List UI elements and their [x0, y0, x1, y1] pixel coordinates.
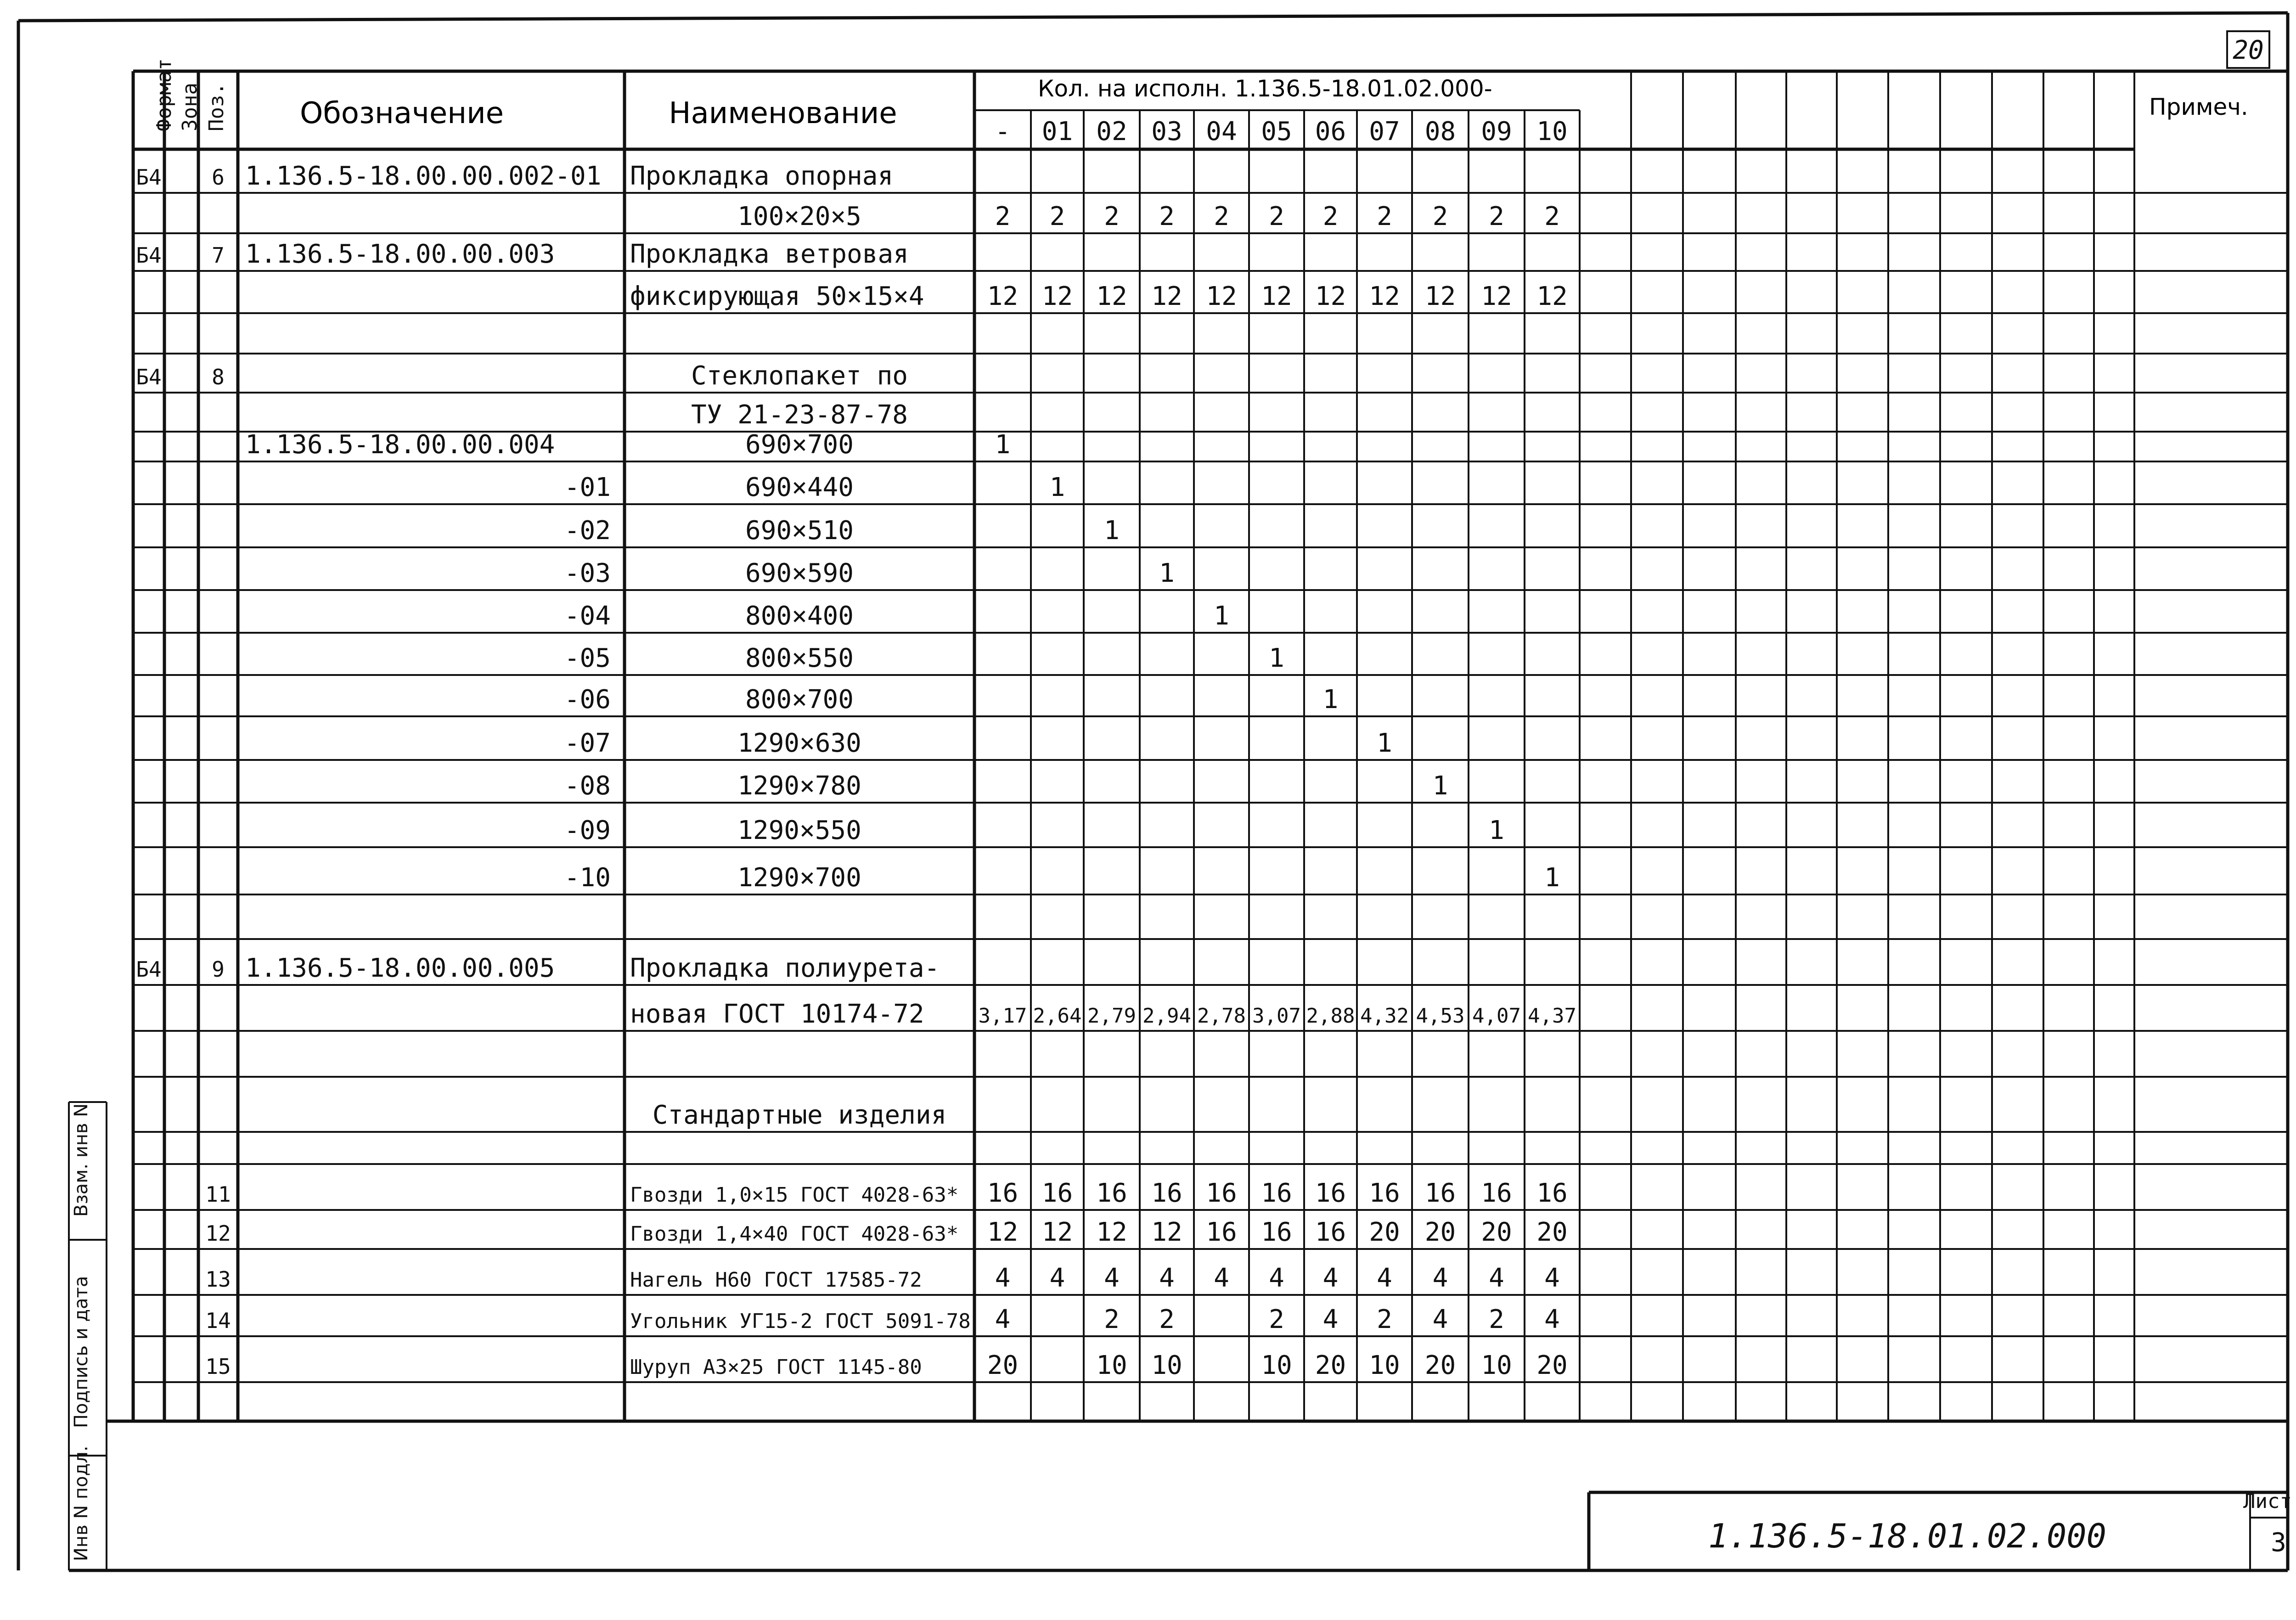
cell-name: 800×550	[745, 643, 854, 673]
cell-qty-1: 12	[1041, 281, 1073, 311]
cell-qty-4: 16	[1206, 1178, 1237, 1208]
cell-qty-9: 2	[1489, 202, 1504, 231]
cell-qty-8: 2	[1432, 202, 1448, 231]
page-number: 20	[2233, 35, 2264, 65]
sheet-number: 3	[2271, 1528, 2286, 1558]
cell-qty-7: 1	[1377, 728, 1392, 758]
table-row	[630, 999, 1576, 1029]
cell-name: 690×590	[745, 558, 854, 588]
cell-format: Б4	[136, 243, 162, 268]
cell-qty-3: 4	[1159, 1263, 1175, 1293]
cell-qty-0: 16	[987, 1178, 1019, 1208]
cell-designation: -07	[564, 728, 611, 758]
cell-qty-2: 12	[1096, 1217, 1127, 1247]
table-row	[205, 1350, 1567, 1380]
cell-designation: -02	[564, 516, 611, 546]
col-note-header: Примеч.	[2149, 94, 2248, 120]
cell-name: 100×20×5	[737, 202, 861, 231]
cell-qty-1: 1	[1049, 472, 1065, 502]
cell-name: 1290×700	[737, 863, 861, 893]
cell-qty-5: 12	[1261, 281, 1292, 311]
table-row	[564, 643, 1284, 673]
cell-format: Б4	[136, 957, 162, 982]
table-row	[653, 1100, 947, 1130]
cell-qty-2: 2	[1104, 202, 1120, 231]
cell-qty-3: 2	[1159, 202, 1175, 231]
cell-qty-6: 12	[1315, 281, 1346, 311]
cell-designation: -05	[564, 643, 611, 673]
cell-qty-5: 1	[1269, 643, 1284, 673]
col-pos-header: Поз.	[205, 83, 228, 131]
cell-qty-4: 1	[1214, 601, 1229, 631]
cell-qty-4: 4	[1214, 1263, 1229, 1293]
cell-qty-9: 12	[1481, 281, 1512, 311]
cell-qty-10: 1	[1544, 863, 1560, 893]
variant-headers	[995, 117, 1568, 146]
cell-pos: 11	[205, 1182, 231, 1207]
cell-qty-3: 12	[1151, 1217, 1182, 1247]
cell-qty-10: 20	[1536, 1350, 1568, 1380]
cell-name: 1290×550	[737, 816, 861, 845]
side-label-sign-date: Подпись и дата	[71, 1276, 92, 1428]
variant-header-base: -	[995, 117, 1011, 146]
cell-qty-8: 20	[1424, 1350, 1456, 1380]
cell-qty-10: 16	[1536, 1178, 1568, 1208]
cell-name: 800×700	[745, 685, 854, 714]
cell-qty-7: 4,32	[1360, 1004, 1409, 1028]
cell-qty-6: 1	[1322, 685, 1339, 714]
cell-qty-7: 4	[1377, 1263, 1392, 1293]
cell-designation: 1.136.5-18.00.00.005	[245, 953, 555, 983]
cell-qty-7: 20	[1369, 1217, 1400, 1247]
cell-qty-10: 2	[1544, 202, 1560, 231]
cell-qty-5: 2	[1269, 202, 1284, 231]
variant-header-03: 03	[1151, 117, 1182, 146]
table-row	[136, 953, 940, 983]
cell-qty-8: 1	[1432, 771, 1448, 801]
cell-qty-7: 12	[1369, 281, 1400, 311]
cell-qty-4: 2,78	[1197, 1004, 1246, 1028]
cell-pos: 6	[212, 165, 225, 190]
cell-qty-10: 4,37	[1528, 1004, 1576, 1028]
document-code: 1.136.5-18.01.02.000	[1708, 1517, 2106, 1555]
qty-title: Кол. на исполн. 1.136.5-18.01.02.000-	[1038, 75, 1492, 102]
table-row	[564, 685, 1339, 714]
cell-qty-8: 4,53	[1416, 1004, 1465, 1028]
cell-name: фиксирующая 50×15×4	[630, 281, 924, 311]
table-body	[136, 161, 1576, 1380]
variant-header-06: 06	[1315, 117, 1346, 146]
cell-format: Б4	[136, 165, 162, 190]
table-row	[564, 472, 1065, 502]
side-label-replace-inv: Взам. инв N	[71, 1103, 92, 1217]
variant-header-09: 09	[1481, 117, 1512, 146]
cell-qty-4: 12	[1206, 281, 1237, 311]
variant-header-07: 07	[1369, 117, 1400, 146]
cell-qty-5: 16	[1261, 1217, 1292, 1247]
cell-qty-0: 4	[995, 1263, 1011, 1293]
table-row	[630, 281, 1568, 311]
cell-qty-9: 2	[1489, 1305, 1504, 1334]
cell-qty-9: 20	[1481, 1217, 1512, 1247]
cell-qty-10: 4	[1544, 1305, 1560, 1334]
cell-qty-1: 2,64	[1033, 1004, 1082, 1028]
cell-qty-3: 2	[1159, 1305, 1175, 1334]
cell-designation: -04	[564, 601, 611, 631]
cell-qty-8: 20	[1424, 1217, 1456, 1247]
table-row	[205, 1217, 1567, 1247]
variant-header-10: 10	[1536, 117, 1568, 146]
cell-qty-6: 2	[1322, 202, 1339, 231]
cell-pos: 8	[212, 365, 225, 389]
table-row	[564, 516, 1120, 546]
table-row	[564, 771, 1448, 801]
cell-qty-5: 16	[1261, 1178, 1292, 1208]
cell-name: Угольник УГ15-2 ГОСТ 5091-78	[630, 1310, 971, 1333]
cell-name: ТУ 21-23-87-78	[691, 400, 908, 430]
table-row	[737, 202, 1560, 231]
cell-qty-2: 10	[1096, 1350, 1127, 1380]
table-row	[564, 728, 1392, 758]
cell-qty-2: 2,79	[1087, 1004, 1136, 1028]
cell-qty-5: 3,07	[1252, 1004, 1301, 1028]
cell-qty-1: 12	[1041, 1217, 1073, 1247]
cell-qty-6: 20	[1315, 1350, 1346, 1380]
variant-header-05: 05	[1261, 117, 1292, 146]
cell-qty-3: 2,94	[1142, 1004, 1191, 1028]
col-name-header: Наименование	[669, 96, 897, 130]
cell-name: Нагель Н60 ГОСТ 17585-72	[630, 1268, 922, 1292]
col-format-header: Формат	[152, 58, 176, 131]
sheet-label: Лист	[2243, 1490, 2292, 1513]
col-designation-header: Обозначение	[299, 96, 504, 130]
cell-name: 800×400	[745, 601, 854, 631]
cell-pos: 13	[205, 1267, 231, 1292]
cell-name: Прокладка полиурета-	[630, 953, 940, 983]
table-row	[136, 239, 909, 269]
cell-name: 690×440	[745, 472, 854, 502]
cell-qty-1: 16	[1041, 1178, 1073, 1208]
cell-qty-8: 4	[1432, 1305, 1448, 1334]
cell-qty-3: 12	[1151, 281, 1182, 311]
cell-qty-10: 4	[1544, 1263, 1560, 1293]
side-label-inv-orig: Инв N подл.	[71, 1446, 92, 1561]
cell-name: Стандартные изделия	[652, 1100, 947, 1130]
table-row	[564, 816, 1504, 845]
table-row	[564, 601, 1229, 631]
cell-pos: 14	[205, 1308, 231, 1333]
cell-qty-7: 2	[1377, 1305, 1392, 1334]
cell-name: Стеклопакет по	[691, 361, 908, 391]
table-row	[245, 430, 1010, 460]
cell-qty-9: 10	[1481, 1350, 1512, 1380]
cell-qty-0: 20	[987, 1350, 1019, 1380]
cell-name: 1290×780	[737, 771, 861, 801]
cell-designation: 1.136.5-18.00.00.004	[245, 430, 555, 460]
cell-qty-7: 2	[1377, 202, 1392, 231]
col-zone-header: Зона	[178, 83, 202, 131]
cell-qty-7: 16	[1369, 1178, 1400, 1208]
cell-qty-1: 4	[1049, 1263, 1065, 1293]
variant-header-08: 08	[1424, 117, 1456, 146]
cell-qty-2: 12	[1096, 281, 1127, 311]
cell-qty-2: 2	[1104, 1305, 1120, 1334]
cell-pos: 7	[212, 243, 225, 268]
cell-qty-3: 1	[1159, 558, 1175, 588]
cell-qty-2: 1	[1104, 516, 1120, 546]
cell-qty-2: 16	[1096, 1178, 1127, 1208]
cell-name: Гвозди 1,0×15 ГОСТ 4028-63*	[630, 1183, 959, 1207]
cell-qty-6: 16	[1315, 1178, 1346, 1208]
cell-name: 690×700	[745, 430, 854, 460]
variant-header-02: 02	[1096, 117, 1127, 146]
cell-qty-0: 2	[995, 202, 1011, 231]
cell-qty-9: 4,07	[1472, 1004, 1521, 1028]
table-row	[564, 863, 1560, 893]
cell-qty-9: 16	[1481, 1178, 1512, 1208]
cell-name: 690×510	[745, 516, 854, 546]
cell-qty-7: 10	[1369, 1350, 1400, 1380]
cell-qty-3: 10	[1151, 1350, 1182, 1380]
cell-name: новая ГОСТ 10174-72	[630, 999, 924, 1029]
cell-qty-6: 2,88	[1306, 1004, 1355, 1028]
cell-name: Прокладка ветровая	[630, 239, 909, 269]
cell-designation: -10	[564, 863, 611, 893]
cell-qty-0: 12	[987, 281, 1019, 311]
cell-designation: -09	[564, 816, 611, 845]
cell-name: 1290×630	[737, 728, 861, 758]
cell-format: Б4	[136, 365, 162, 389]
cell-pos: 9	[212, 957, 225, 982]
cell-qty-3: 16	[1151, 1178, 1182, 1208]
table-row	[136, 361, 908, 391]
cell-qty-5: 10	[1261, 1350, 1292, 1380]
table-row	[691, 400, 908, 430]
cell-qty-4: 16	[1206, 1217, 1237, 1247]
cell-qty-6: 16	[1315, 1217, 1346, 1247]
cell-qty-8: 16	[1424, 1178, 1456, 1208]
cell-qty-9: 4	[1489, 1263, 1504, 1293]
cell-pos: 15	[205, 1354, 231, 1379]
cell-qty-0: 3,17	[978, 1004, 1027, 1028]
cell-qty-9: 1	[1489, 816, 1504, 845]
cell-qty-2: 4	[1104, 1263, 1120, 1293]
cell-qty-10: 12	[1536, 281, 1568, 311]
cell-designation: -03	[564, 558, 611, 588]
cell-pos: 12	[205, 1221, 231, 1246]
cell-qty-0: 12	[987, 1217, 1019, 1247]
cell-designation: -06	[564, 685, 611, 714]
cell-qty-0: 4	[995, 1305, 1011, 1334]
table-row	[136, 161, 893, 191]
cell-designation: 1.136.5-18.00.00.002-01	[245, 161, 602, 191]
cell-qty-10: 20	[1536, 1217, 1568, 1247]
cell-name: Прокладка опорная	[630, 161, 894, 191]
cell-designation: -01	[564, 472, 611, 502]
variant-header-01: 01	[1041, 117, 1073, 146]
cell-qty-8: 4	[1432, 1263, 1448, 1293]
cell-qty-1: 2	[1049, 202, 1065, 231]
cell-qty-5: 4	[1269, 1263, 1284, 1293]
cell-name: Гвозди 1,4×40 ГОСТ 4028-63*	[630, 1222, 959, 1246]
cell-qty-5: 2	[1269, 1305, 1284, 1334]
table-row	[205, 1178, 1567, 1208]
cell-qty-0: 1	[995, 430, 1011, 460]
cell-name: Шуруп А3×25 ГОСТ 1145-80	[630, 1356, 922, 1379]
cell-designation: -08	[564, 771, 611, 801]
cell-qty-8: 12	[1424, 281, 1456, 311]
variant-header-04: 04	[1206, 117, 1237, 146]
cell-qty-6: 4	[1322, 1305, 1339, 1334]
cell-qty-6: 4	[1322, 1263, 1339, 1293]
cell-qty-4: 2	[1214, 202, 1229, 231]
cell-designation: 1.136.5-18.00.00.003	[245, 239, 555, 269]
